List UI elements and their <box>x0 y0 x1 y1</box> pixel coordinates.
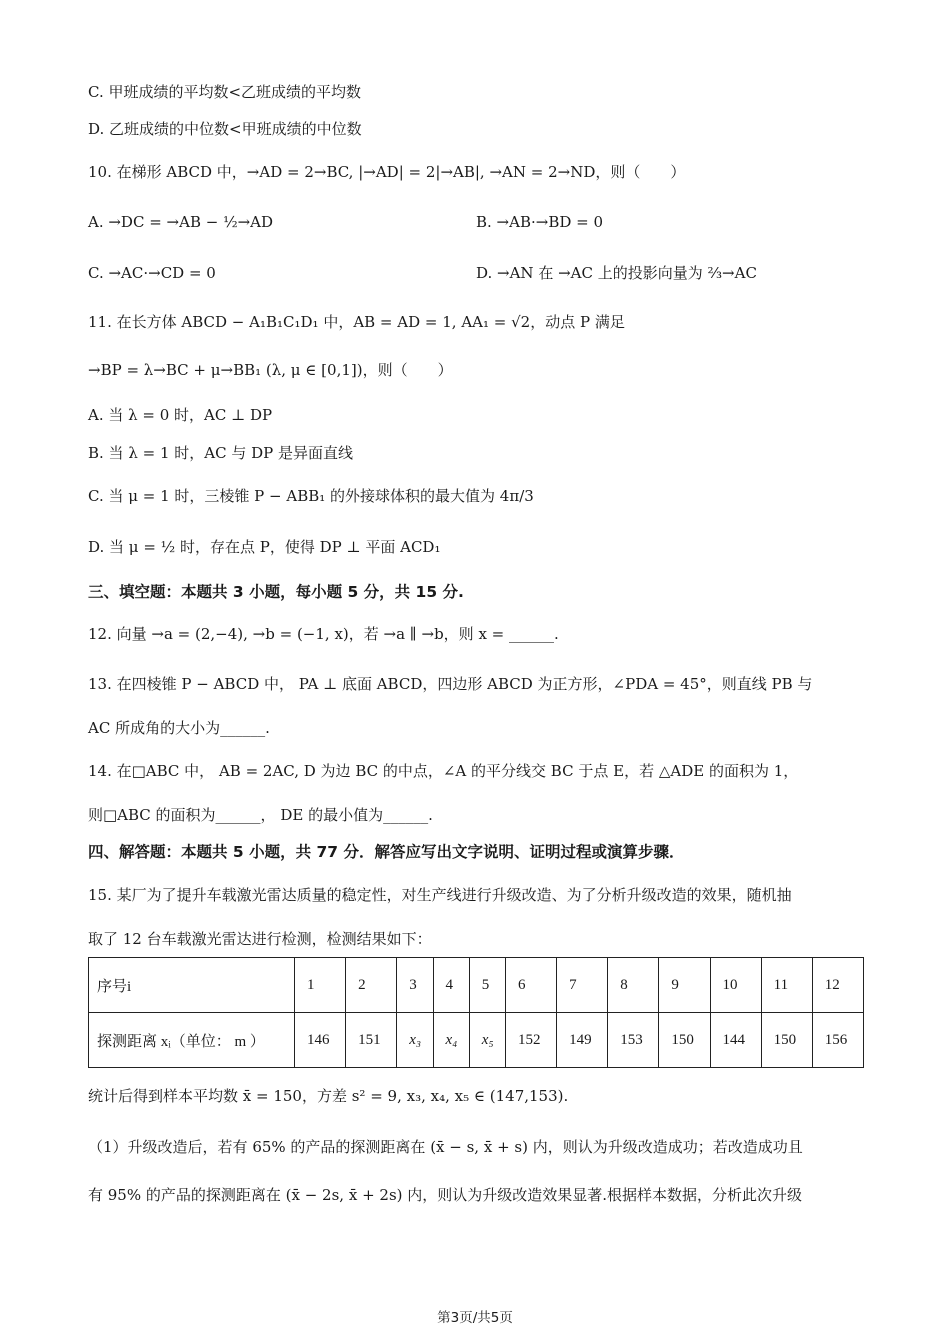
q11-option-c: C. 当 μ = 1 时，三棱锥 P − ABB₁ 的外接球体积的最大值为 4π/3 <box>88 487 534 505</box>
q13-line2: AC 所成角的大小为______. <box>88 719 270 737</box>
table-cell: 3 <box>397 958 433 1013</box>
table-cell: 150 <box>761 1013 812 1068</box>
table-cell: 6 <box>506 958 557 1013</box>
table-cell: 5 <box>469 958 505 1013</box>
table-cell: 149 <box>557 1013 608 1068</box>
table-row <box>89 1013 864 1068</box>
q10-option-d: D. →AN 在 →AC 上的投影向量为 ⅔→AC <box>476 264 757 282</box>
q15-statistics: 统计后得到样本平均数 x̄ = 150，方差 s² = 9, x₃, x₄, x₅ ∈ (147,153). <box>88 1087 569 1105</box>
table-cell: 4 <box>433 958 469 1013</box>
q11-option-a: A. 当 λ = 0 时，AC ⊥ DP <box>88 406 273 424</box>
q15-part1-line1: （1）升级改造后，若有 65% 的产品的探测距离在 (x̄ − s, x̄ + s) 内，则认为升级改造成功；若改造成功且 <box>88 1138 803 1156</box>
q13-line1: 13. 在四棱锥 P − ABCD 中， PA ⊥ 底面 ABCD，四边形 ABCD 为正方形，∠PDA = 45°，则直线 PB 与 <box>88 675 813 693</box>
table-cell: 8 <box>608 958 659 1013</box>
table-cell: 153 <box>608 1013 659 1068</box>
table-cell: 7 <box>557 958 608 1013</box>
table-cell: x₅ <box>469 1013 505 1068</box>
table-cell: 11 <box>761 958 812 1013</box>
table-cell: 12 <box>812 958 863 1013</box>
table-cell: 1 <box>295 958 346 1013</box>
table-cell: x₃ <box>397 1013 433 1068</box>
q10-stem: 10. 在梯形 ABCD 中，→AD = 2→BC, |→AD| = 2|→AB|, →AN = 2→ND，则（ ） <box>88 163 686 181</box>
q12: 12. 向量 →a = (2,−4), →b = (−1, x)，若 →a ∥ →b，则 x = ______. <box>88 625 559 643</box>
table-cell: 156 <box>812 1013 863 1068</box>
q11-option-b: B. 当 λ = 1 时，AC 与 DP 是异面直线 <box>88 444 353 462</box>
q11-stem-line1: 11. 在长方体 ABCD − A₁B₁C₁D₁ 中，AB = AD = 1, AA₁ = √2，动点 P 满足 <box>88 313 625 331</box>
table-cell: x₄ <box>433 1013 469 1068</box>
q9-option-c: C. 甲班成绩的平均数<乙班成绩的平均数 <box>88 83 362 101</box>
q15-line1: 15. 某厂为了提升车载激光雷达质量的稳定性，对生产线进行升级改造、为了分析升级改造的效果，随机抽 <box>88 886 792 904</box>
q11-stem-line2: →BP = λ→BC + μ→BB₁ (λ, μ ∈ [0,1])，则（ ） <box>88 361 453 379</box>
page-footer: 第3页/共5页 <box>437 1310 513 1326</box>
table-header-cell: 序号i <box>89 958 295 1013</box>
q9-option-d: D. 乙班成绩的中位数<甲班成绩的中位数 <box>88 120 362 138</box>
table-header-cell: 探测距离 xᵢ（单位： m ） <box>89 1013 295 1068</box>
q15-part1-line2: 有 95% 的产品的探测距离在 (x̄ − 2s, x̄ + 2s) 内，则认为升级改造效果显著.根据样本数据，分析此次升级 <box>88 1186 803 1204</box>
section-4-heading: 四、解答题：本题共 5 小题，共 77 分．解答应写出文字说明、证明过程或演算步骤． <box>88 843 685 861</box>
q14-line2: 则□ABC 的面积为______， DE 的最小值为______. <box>88 806 433 824</box>
table-cell: 144 <box>710 1013 761 1068</box>
q10-option-c: C. →AC·→CD = 0 <box>88 264 216 282</box>
q15-line2: 取了 12 台车载激光雷达进行检测，检测结果如下： <box>88 930 432 948</box>
table-cell: 146 <box>295 1013 346 1068</box>
q10-option-a: A. →DC = →AB − ½→AD <box>88 213 274 231</box>
table-cell: 151 <box>346 1013 397 1068</box>
table-cell: 10 <box>710 958 761 1013</box>
section-3-heading: 三、填空题：本题共 3 小题，每小题 5 分，共 15 分. <box>88 583 464 601</box>
q10-option-b: B. →AB·→BD = 0 <box>476 213 604 231</box>
q11-option-d: D. 当 μ = ½ 时，存在点 P，使得 DP ⊥ 平面 ACD₁ <box>88 538 441 556</box>
table-cell: 152 <box>506 1013 557 1068</box>
q14-line1: 14. 在□ABC 中， AB = 2AC, D 为边 BC 的中点，∠A 的平分线交 BC 于点 E，若 △ADE 的面积为 1， <box>88 762 799 780</box>
table-cell: 2 <box>346 958 397 1013</box>
table-cell: 9 <box>659 958 710 1013</box>
table-cell: 150 <box>659 1013 710 1068</box>
detection-table <box>88 957 864 1068</box>
table-row <box>89 958 864 1013</box>
